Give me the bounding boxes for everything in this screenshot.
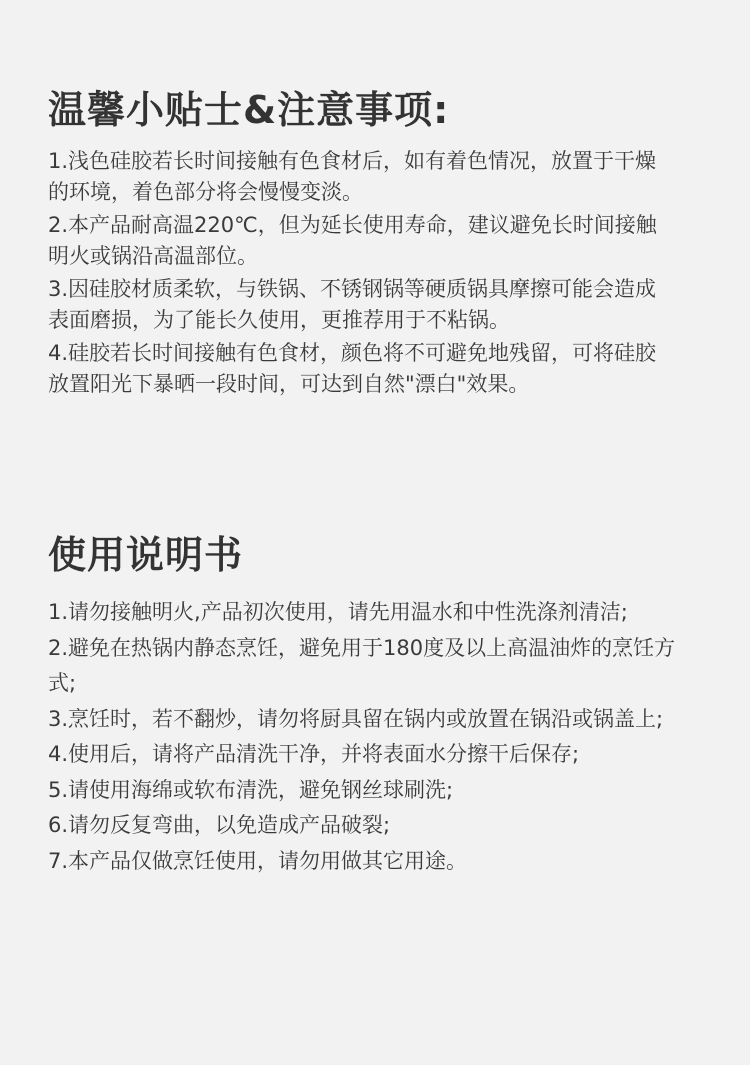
manual-list xyxy=(48,595,730,879)
tips-item-3: 3.因硅胶材质柔软，与铁锅、不锈钢锅等硬质锅具摩擦可能会造成表面磨损，为了能长久使用，更推荐用于不粘锅。 xyxy=(48,277,657,332)
tips-title: 温馨小贴士&注意事项: xyxy=(48,88,450,132)
tips-section xyxy=(48,80,730,402)
tips-list xyxy=(48,146,730,400)
tips-item-2: 2.本产品耐高温220℃，但为延长使用寿命，建议避免长时间接触明火或锅沿高温部位。 xyxy=(48,213,657,268)
tips-item-4: 4.硅胶若长时间接触有色食材，颜色将不可避免地残留，可将硅胶放置阳光下暴晒一段时间，可达到自然"漂白"效果。 xyxy=(48,341,657,396)
manual-item-2: 2.避免在热锅内静态烹饪，避免用于180度及以上高温油炸的烹饪方式; xyxy=(48,635,676,695)
manual-item-7: 7.本产品仅做烹饪使用，请勿用做其它用途。 xyxy=(48,848,468,873)
manual-section xyxy=(48,525,730,879)
manual-item-5: 5.请使用海绵或软布清洗，避免钢丝球刷洗; xyxy=(48,777,454,802)
manual-item-1: 1.请勿接触明火,产品初次使用，请先用温水和中性洗涤剂清洁; xyxy=(48,600,628,624)
manual-item-4: 4.使用后，请将产品清洗干净，并将表面水分擦干后保存; xyxy=(48,742,580,766)
manual-item-3: 3.烹饪时，若不翻炒，请勿将厨具留在锅内或放置在锅沿或锅盖上; xyxy=(48,706,664,731)
manual-item-6: 6.请勿反复弯曲，以免造成产品破裂; xyxy=(48,813,391,837)
manual-title: 使用说明书 xyxy=(48,533,244,577)
tips-item-1: 1.浅色硅胶若长时间接触有色食材后，如有着色情况，放置于干燥的环境，着色部分将会慢慢变淡。 xyxy=(48,149,657,204)
